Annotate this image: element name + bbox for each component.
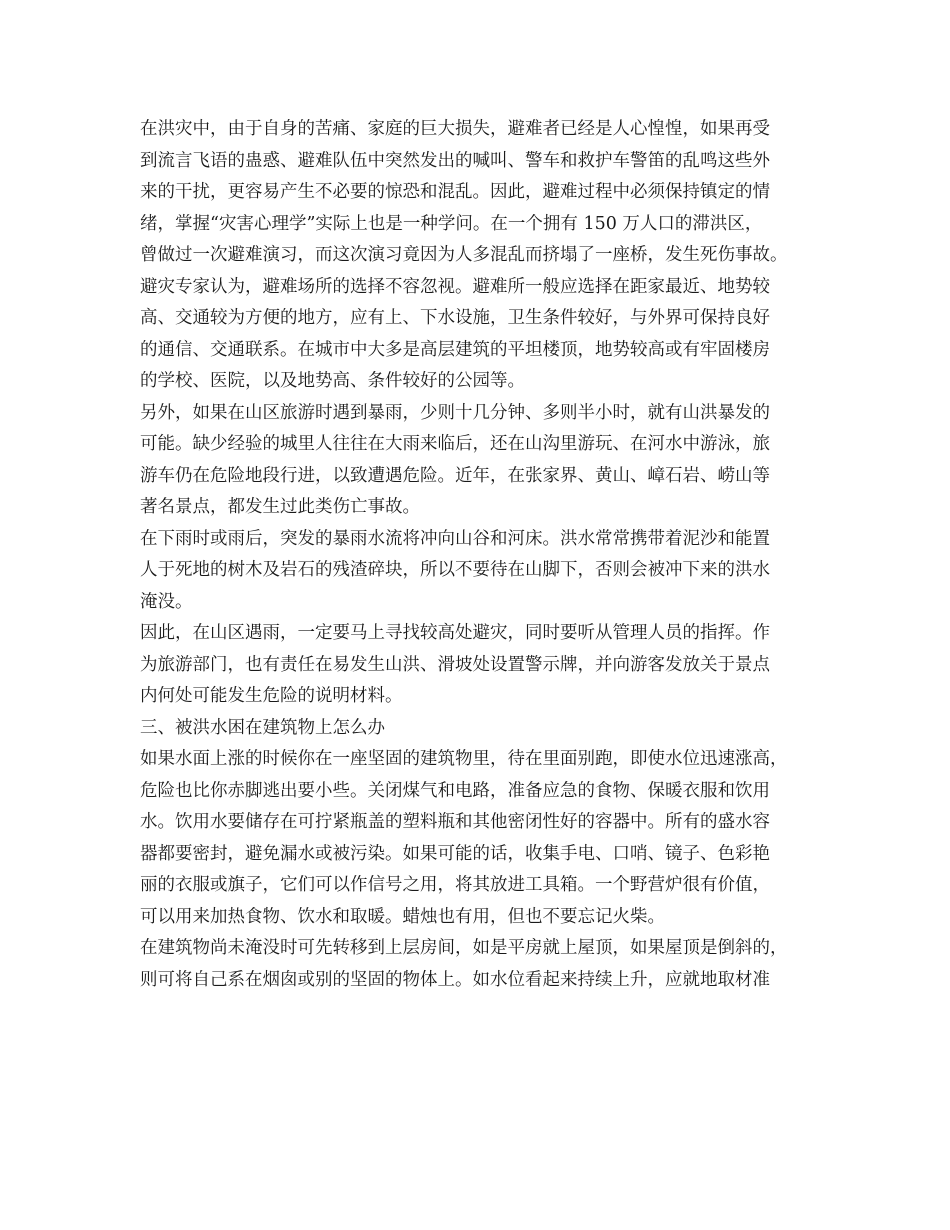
text-line: 在建筑物尚未淹没时可先转移到上层房间，如是平房就上屋顶，如果屋顶是倒斜的， [140,938,788,958]
text-line: 另外，如果在山区旅游时遇到暴雨，少则十几分钟、多则半小时，就有山洪暴发的 [140,402,770,423]
text-line: 到流言飞语的蛊惑、避难队伍中突然发出的喊叫、警车和救护车警笛的乱鸣这些外 [140,150,770,171]
text-line: 丽的衣服或旗子，它们可以作信号之用，将其放进工具箱。一个野营炉很有价值， [140,875,770,895]
text-line: 水。饮用水要储存在可拧紧瓶盖的塑料瓶和其他密闭性好的容器中。所有的盛水容 [140,812,770,832]
text-line: 人于死地的树木及岩石的残渣碎块，所以不要待在山脚下，否则会被冲下来的洪水 [140,560,770,580]
text-line: 为旅游部门，也有责任在易发生山洪、滑坡处设置警示牌，并向游客发放关于景点 [140,654,770,675]
text-line: 避灾专家认为，避难场所的选择不容忽视。避难所一般应选择在距家最近、地势较 [140,276,770,297]
text-line: 因此，在山区遇雨，一定要马上寻找较高处避灾，同时要听从管理人员的指挥。作 [140,623,770,643]
text-line: 的通信、交通联系。在城市中大多是高层建筑的平坦楼顶，地势较高或有牢固楼房 [140,339,770,360]
text-line: 高、交通较为方便的地方，应有上、下水设施，卫生条件较好，与外界可保持良好 [140,308,770,328]
text-line: 曾做过一次避难演习，而这次演习竟因为人多混乱而挤塌了一座桥，发生死伤事故。 [140,245,788,265]
text-line: 内何处可能发生危险的说明材料。 [140,686,403,706]
text-line: 可以用来加热食物、饮水和取暖。蜡烛也有用，但也不要忘记火柴。 [140,906,665,927]
text-line: 器都要密封，避免漏水或被污染。如果可能的话，收集手电、口哨、镜子、色彩艳 [140,843,770,864]
text-line: 危险也比你赤脚逃出要小些。关闭煤气和电路，准备应急的食物、保暖衣服和饮用 [140,780,770,801]
text-line: 来的干扰，更容易产生不必要的惊恐和混乱。因此，避难过程中必须保持镇定的情 [140,182,770,202]
text-line: 如果水面上涨的时候你在一座坚固的建筑物里，待在里面别跑，即使水位迅速涨高， [140,749,788,769]
text-line: 游车仍在危险地段行进，以致遭遇危险。近年，在张家界、黄山、嶂石岩、崂山等 [140,465,770,486]
text-line: 淹没。 [140,591,193,612]
section-heading: 三、被洪水困在建筑物上怎么办 [140,717,385,738]
document-body [140,114,820,996]
text-line: 绪，掌握“灾害心理学”实际上也是一种学问。在一个拥有 150 万人口的滞洪区， [140,213,763,234]
text-line: 的学校、医院，以及地势高、条件较好的公园等。 [140,371,525,391]
text-line: 在下雨时或雨后，突发的暴雨水流将冲向山谷和河床。洪水常常携带着泥沙和能置 [140,528,770,549]
text-line: 著名景点，都发生过此类伤亡事故。 [140,497,420,517]
text-line: 在洪灾中，由于自身的苦痛、家庭的巨大损失，避难者已经是人心惶惶，如果再受 [140,119,770,139]
text-line: 可能。缺少经验的城里人往往在大雨来临后，还在山沟里游玩、在河水中游泳，旅 [140,434,770,454]
text-line: 则可将自己系在烟囱或别的坚固的物体上。如水位看起来持续上升，应就地取材准 [140,969,770,990]
